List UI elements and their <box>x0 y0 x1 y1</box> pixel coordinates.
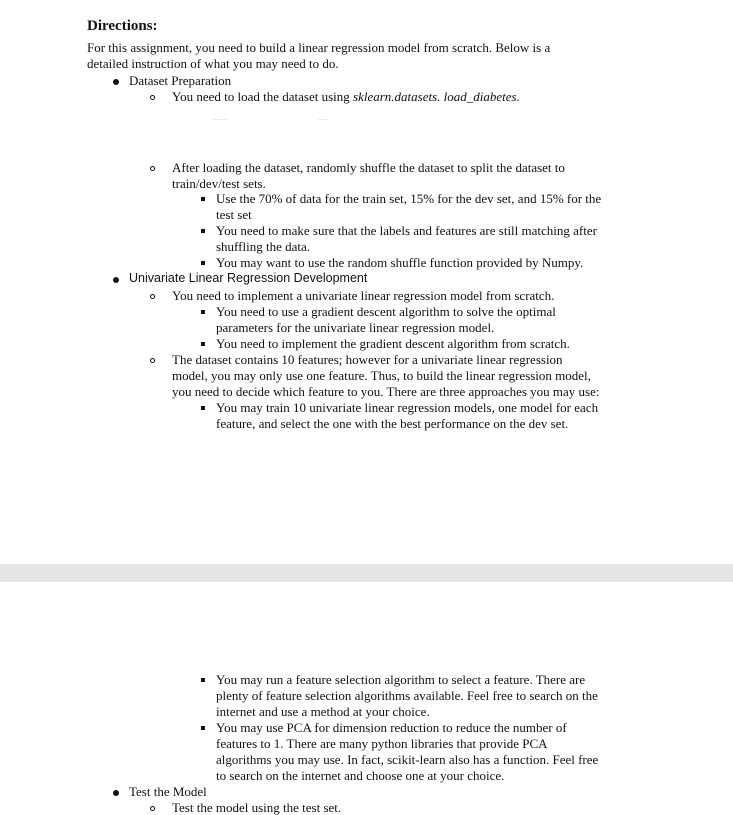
feature-selection-item: internet and use a method at your choice. <box>216 704 430 719</box>
shuffle-item: train/dev/test sets. <box>172 176 266 191</box>
features-item: model, you may only use one feature. Thus, to build the linear regression model, <box>172 368 591 383</box>
feature-selection-item: plenty of feature selection algorithms available. Feel free to search on the <box>216 688 598 703</box>
square-bullet-icon <box>201 678 205 682</box>
document-page-2 <box>0 582 733 815</box>
dataset-prep-title: Dataset Preparation <box>129 73 232 88</box>
intro-text: detailed instruction of what you may need to do. <box>87 56 339 71</box>
implement-item: You need to implement a univariate linear regression model from scratch. <box>172 288 555 303</box>
test-model-title: Test the Model <box>129 784 207 799</box>
numpy-item: You may want to use the random shuffle function provided by Numpy. <box>216 255 584 270</box>
split-item: test set <box>216 207 252 222</box>
features-item: you need to decide which feature to you. There are three approaches you may use: <box>172 384 600 399</box>
load-dataset-item <box>172 89 520 104</box>
load-code: sklearn.datasets. load_diabetes. <box>353 89 520 104</box>
intro-text: For this assignment, you need to build a linear regression model from scratch. Below is a <box>87 40 551 55</box>
faint-mark <box>212 119 228 120</box>
train10-item: feature, and select the one with the best performance on the dev set. <box>216 416 569 431</box>
circle-bullet-icon <box>150 294 155 299</box>
train10-item: You may train 10 univariate linear regression models, one model for each <box>216 400 599 415</box>
pca-item: features to 1. There are many python libraries that provide PCA <box>216 736 548 751</box>
square-bullet-icon <box>201 229 205 233</box>
features-item: The dataset contains 10 features; however for a univariate linear regression <box>172 352 563 367</box>
load-text: You need to load the dataset using <box>172 89 354 104</box>
pca-item: algorithms you may use. In fact, scikit-learn also has a function. Feel free <box>216 752 599 767</box>
shuffle-item: After loading the dataset, randomly shuffle the dataset to split the dataset to <box>172 160 565 175</box>
circle-bullet-icon <box>150 806 155 811</box>
univariate-title: Univariate Linear Regression Development <box>129 271 368 285</box>
square-bullet-icon <box>201 310 205 314</box>
bullet-icon <box>113 79 119 85</box>
gd-impl-item: You need to implement the gradient descent algorithm from scratch. <box>216 336 570 351</box>
bullet-icon <box>113 790 119 796</box>
pca-item: You may use PCA for dimension reduction to reduce the number of <box>216 720 567 735</box>
circle-bullet-icon <box>150 166 155 171</box>
test-item: Test the model using the test set. <box>172 800 342 815</box>
circle-bullet-icon <box>150 95 155 100</box>
bullet-icon <box>113 277 119 283</box>
square-bullet-icon <box>201 406 205 410</box>
pca-item: to search on the internet and choose one at your choice. <box>216 768 505 783</box>
split-item: Use the 70% of data for the train set, 15% for the dev set, and 15% for the <box>216 191 602 206</box>
gd-item: parameters for the univariate linear regression model. <box>216 320 495 335</box>
faint-mark <box>318 119 328 120</box>
circle-bullet-icon <box>150 358 155 363</box>
feature-selection-item: You may run a feature selection algorithm to select a feature. There are <box>216 672 586 687</box>
match-item: shuffling the data. <box>216 239 310 254</box>
gd-item: You need to use a gradient descent algorithm to solve the optimal <box>216 304 556 319</box>
square-bullet-icon <box>201 197 205 201</box>
square-bullet-icon <box>201 726 205 730</box>
match-item: You need to make sure that the labels and features are still matching after <box>216 223 597 238</box>
directions-heading: Directions: <box>87 18 158 34</box>
square-bullet-icon <box>201 342 205 346</box>
square-bullet-icon <box>201 261 205 265</box>
